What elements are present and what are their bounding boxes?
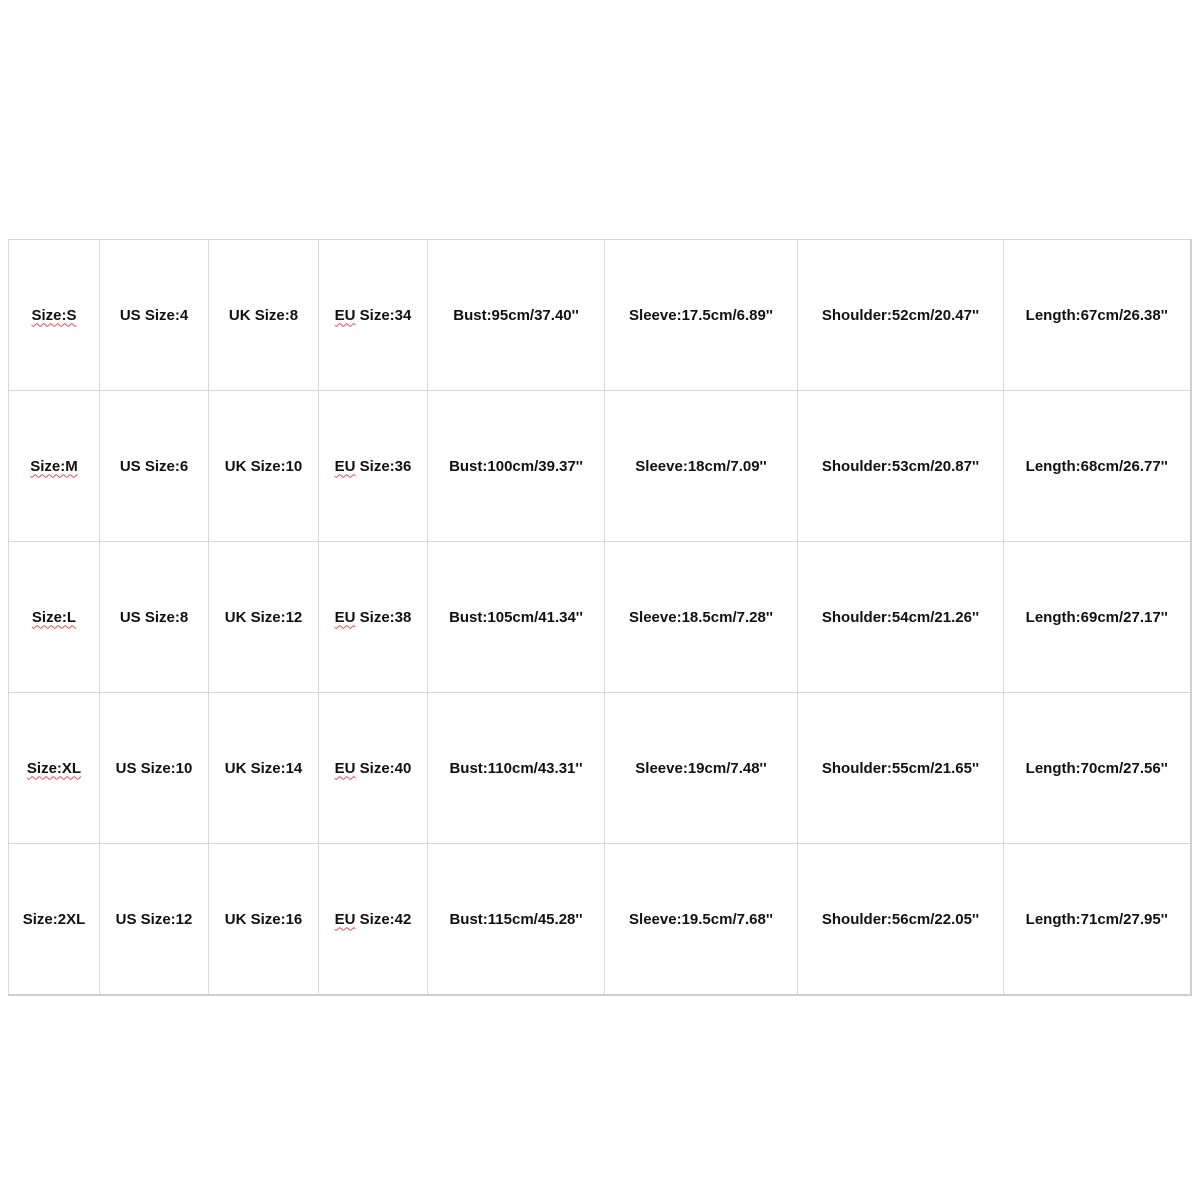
bust-cell: Bust:115cm/45.28'' — [428, 844, 605, 996]
table-row — [9, 542, 1191, 693]
bust-cell: Bust:110cm/43.31'' — [428, 693, 605, 844]
us-size-cell: US Size:8 — [100, 542, 209, 693]
table-row — [9, 391, 1191, 542]
shoulder-cell: Shoulder:52cm/20.47'' — [798, 240, 1004, 391]
bust-cell: Bust:105cm/41.34'' — [428, 542, 605, 693]
sleeve-cell: Sleeve:19.5cm/7.68'' — [605, 844, 798, 996]
shoulder-cell: Shoulder:54cm/21.26'' — [798, 542, 1004, 693]
eu-size-cell: EU Size:34 — [319, 240, 428, 391]
shoulder-cell: Shoulder:55cm/21.65'' — [798, 693, 1004, 844]
size-cell: Size:S — [9, 240, 100, 391]
size-cell: Size:M — [9, 391, 100, 542]
length-cell: Length:68cm/26.77'' — [1004, 391, 1191, 542]
us-size-cell: US Size:12 — [100, 844, 209, 996]
table-row — [9, 693, 1191, 844]
sleeve-cell: Sleeve:18.5cm/7.28'' — [605, 542, 798, 693]
size-cell: Size:2XL — [9, 844, 100, 996]
uk-size-cell: UK Size:14 — [209, 693, 319, 844]
length-cell: Length:71cm/27.95'' — [1004, 844, 1191, 996]
us-size-cell: US Size:10 — [100, 693, 209, 844]
uk-size-cell: UK Size:16 — [209, 844, 319, 996]
us-size-cell: US Size:6 — [100, 391, 209, 542]
eu-size-cell: EU Size:42 — [319, 844, 428, 996]
table-row — [9, 844, 1191, 996]
eu-size-cell: EU Size:40 — [319, 693, 428, 844]
us-size-cell: US Size:4 — [100, 240, 209, 391]
eu-size-cell: EU Size:38 — [319, 542, 428, 693]
sleeve-cell: Sleeve:17.5cm/6.89'' — [605, 240, 798, 391]
shoulder-cell: Shoulder:53cm/20.87'' — [798, 391, 1004, 542]
shoulder-cell: Shoulder:56cm/22.05'' — [798, 844, 1004, 996]
length-cell: Length:69cm/27.17'' — [1004, 542, 1191, 693]
size-cell: Size:XL — [9, 693, 100, 844]
sleeve-cell: Sleeve:18cm/7.09'' — [605, 391, 798, 542]
size-cell: Size:L — [9, 542, 100, 693]
bust-cell: Bust:95cm/37.40'' — [428, 240, 605, 391]
uk-size-cell: UK Size:8 — [209, 240, 319, 391]
bust-cell: Bust:100cm/39.37'' — [428, 391, 605, 542]
size-chart-table — [8, 239, 1192, 996]
uk-size-cell: UK Size:12 — [209, 542, 319, 693]
uk-size-cell: UK Size:10 — [209, 391, 319, 542]
sleeve-cell: Sleeve:19cm/7.48'' — [605, 693, 798, 844]
eu-size-cell: EU Size:36 — [319, 391, 428, 542]
table-row — [9, 240, 1191, 391]
length-cell: Length:67cm/26.38'' — [1004, 240, 1191, 391]
length-cell: Length:70cm/27.56'' — [1004, 693, 1191, 844]
